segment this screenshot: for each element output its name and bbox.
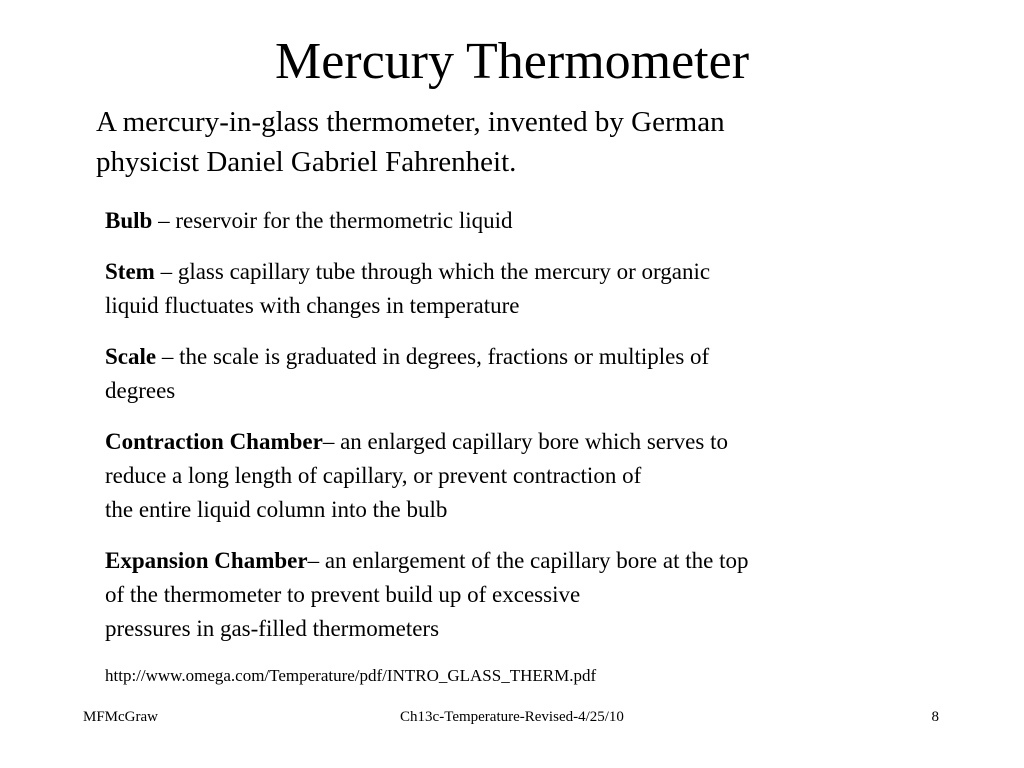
definition-text: liquid fluctuates with changes in temperature [105,293,520,318]
definition-term: Bulb [105,208,153,233]
definition-text: – glass capillary tube through which the mercury or organic [160,259,711,284]
definition-text: degrees [105,378,176,403]
definition-stem [105,255,920,323]
footer-author: MFMcGraw [83,709,158,725]
definition-line [105,544,920,578]
definition-text: of the thermometer to prevent build up of excessive [105,582,581,607]
definition-line [105,255,920,289]
intro-paragraph [96,102,896,182]
definition-text: reduce a long length of capillary, or prevent contraction of [105,463,642,488]
definition-expansion-chamber [105,544,920,646]
definition-bulb [105,204,920,238]
definition-line [105,204,920,238]
intro-line: A mercury-in-glass thermometer, invented by German [96,106,725,138]
intro-line: physicist Daniel Gabriel Fahrenheit. [96,146,517,178]
slide-title: Mercury Thermometer [274,33,750,90]
definition-term: Scale [105,344,157,369]
footer-page-number: 8 [931,709,939,725]
definition-term: Expansion Chamber [105,548,308,573]
definition-text: – the scale is graduated in degrees, fractions or multiples of [161,344,710,369]
definition-text: – reservoir for the thermometric liquid [158,208,513,233]
definition-text: – an enlarged capillary bore which serves to [322,429,728,454]
definition-term: Contraction Chamber [105,429,323,454]
definition-text: the entire liquid column into the bulb [105,497,448,522]
footer-filename: Ch13c-Temperature-Revised-4/25/10 [400,709,624,725]
definition-scale [105,340,920,408]
definition-term: Stem [105,259,155,284]
definition-line [105,425,920,459]
source-link[interactable]: http://www.omega.com/Temperature/pdf/INTRO_GLASS_THERM.pdf [105,666,597,685]
definitions-list [105,204,920,663]
definition-contraction-chamber [105,425,920,527]
definition-text: – an enlargement of the capillary bore at the top [307,548,749,573]
definition-line [105,340,920,374]
definition-text: pressures in gas-filled thermometers [105,616,440,641]
